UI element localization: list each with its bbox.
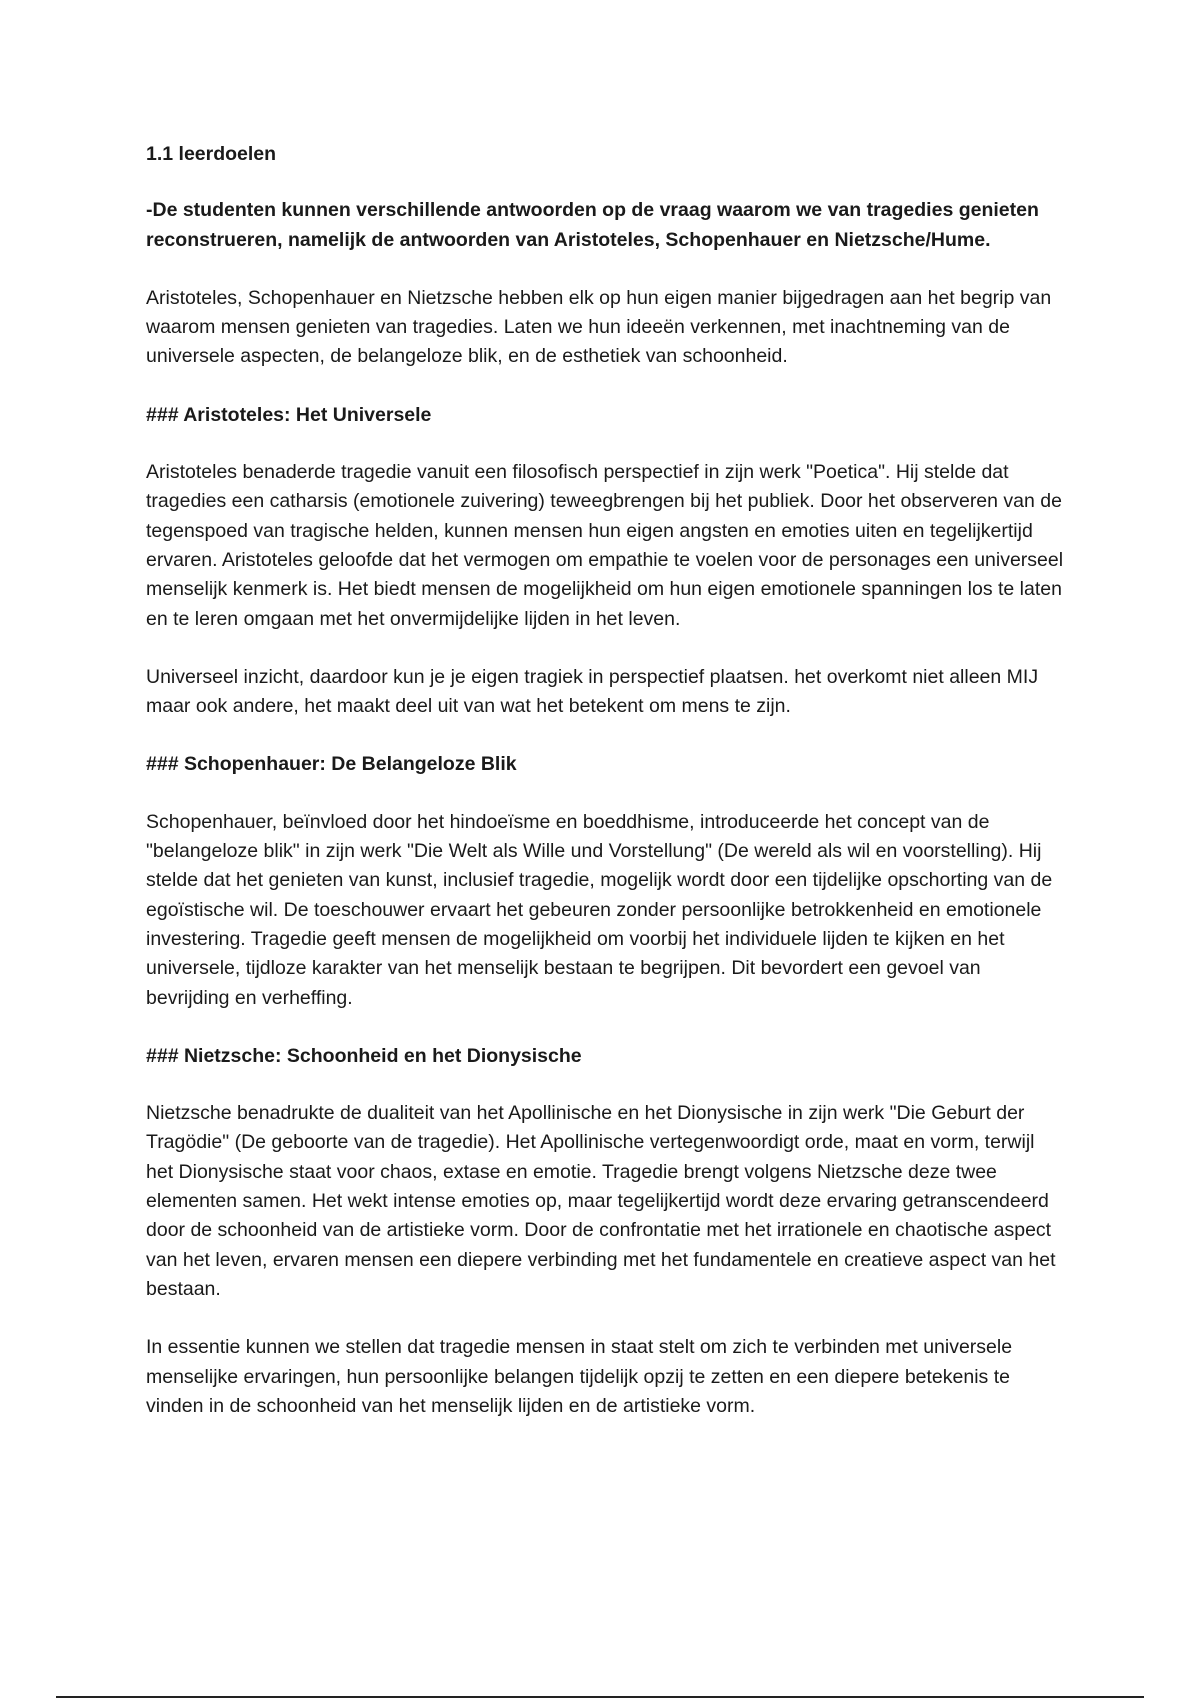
document-page [146, 140, 1066, 1450]
page-bottom-divider [56, 1696, 1144, 1698]
nietzsche-heading: ### Nietzsche: Schoonheid en het Dionysische [146, 1044, 582, 1067]
nietzsche-paragraph: Nietzsche benadrukte de dualiteit van het Apollinische en het Dionysische in zijn werk "Die Geburt der Tragödie" (De geboorte van de tragedie). Het Apollinische vertegenwoordigt orde, maat en vorm, terwijl het Dionysische staat voor chaos, extase en emotie. Tragedie brengt volgens Nietzsche deze twee elementen samen. Het wekt intense emoties op, maar tegelijkertijd wordt deze ervaring getranscendeerd door de schoonheid van de artistieke vorm. Door de confrontatie met het irrationele en chaotische aspect van het leven, ervaren mensen een diepere verbinding met het fundamentele en creatieve aspect van het bestaan. [146, 1102, 1056, 1300]
conclusion-paragraph: In essentie kunnen we stellen dat tragedie mensen in staat stelt om zich te verbinden met universele menselijke ervaringen, hun persoonlijke belangen tijdelijk opzij te zetten en een diepere betekenis te vinden in de schoonheid van het menselijk lijden en de artistieke vorm. [146, 1336, 1013, 1417]
learning-goal: -De studenten kunnen verschillende antwoorden op de vraag waarom we van tragedies genieten reconstrueren, namelijk de antwoorden van Aristoteles, Schopenhauer en Nietzsche/Hume. [146, 199, 1039, 251]
section-title: 1.1 leerdoelen [146, 143, 277, 165]
schopenhauer-paragraph: Schopenhauer, beïnvloed door het hindoeïsme en boeddhisme, introduceerde het concept van de "belangeloze blik" in zijn werk "Die Welt als Wille und Vorstellung" (De wereld als wil en voorstelling). Hij stelde dat het genieten van kunst, inclusief tragedie, mogelijk wordt door een tijdelijke opschorting van de egoïstische wil. De toeschouwer ervaart het gebeuren zonder persoonlijke betrokkenheid en emotionele investering. Tragedie geeft mensen de mogelijkheid om voorbij het individuele lijden te kijken en het universele, tijdloze karakter van het menselijk bestaan te begrijpen. Dit bevordert een gevoel van bevrijding en verheffing. [146, 810, 1053, 1009]
aristoteles-heading: ### Aristoteles: Het Universele [146, 403, 432, 426]
aristoteles-note: Universeel inzicht, daardoor kun je je eigen tragiek in perspectief plaatsen. het overkomt niet alleen MIJ maar ook andere, het maakt deel uit van wat het betekent om mens te zijn. [146, 665, 1039, 718]
intro-paragraph: Aristoteles, Schopenhauer en Nietzsche hebben elk op hun eigen manier bijgedragen aan het begrip van waarom mensen genieten van tragedies. Laten we hun ideeën verkennen, met inachtneming van de universele aspecten, de belangeloze blik, en de esthetiek van schoonheid. [146, 286, 1052, 368]
aristoteles-paragraph: Aristoteles benaderde tragedie vanuit een filosofisch perspectief in zijn werk "Poetica". Hij stelde dat tragedies een catharsis (emotionele zuivering) teweegbrengen bij het publiek. Door het observeren van de tegenspoed van tragische helden, kunnen mensen hun eigen angsten en emoties uiten en tegelijkertijd ervaren. Aristoteles geloofde dat het vermogen om empathie te voelen voor de personages een universeel menselijk kenmerk is. Het biedt mensen de mogelijkheid om hun eigen emotionele spanningen los te laten en te leren omgaan met het onvermijdelijke lijden in het leven. [146, 461, 1064, 630]
schopenhauer-heading: ### Schopenhauer: De Belangeloze Blik [146, 753, 517, 776]
